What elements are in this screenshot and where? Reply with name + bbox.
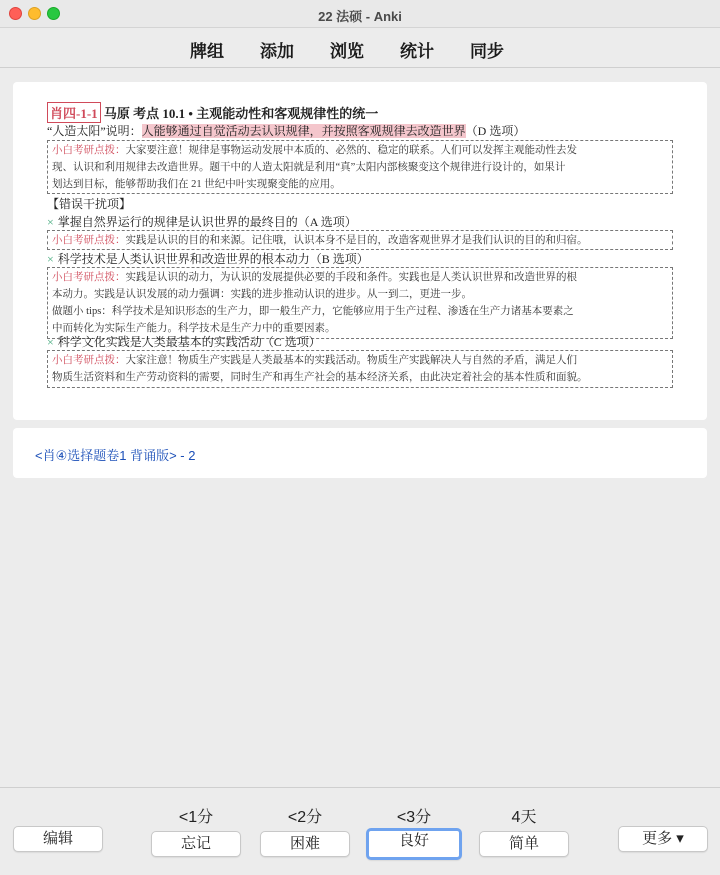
interval-easy: 4天 — [511, 809, 537, 826]
answer-highlight: 人能够通过自觉活动去认识规律，并按照客观规律去改造世界 — [141, 124, 466, 138]
option-b: × 科学技术是人类认识世界和改造世界的根本动力（B 选项） — [47, 252, 369, 266]
wrong-mark-icon: × — [47, 252, 54, 266]
distractor-header: 【错误干扰项】 — [47, 197, 132, 211]
wrong-mark-icon: × — [47, 335, 54, 349]
interval-hard: <2分 — [287, 809, 323, 826]
window-title: 22 法硕 - Anki — [318, 9, 402, 24]
toolbar-sync[interactable]: 同步 — [470, 42, 504, 61]
card-content-panel — [13, 82, 707, 420]
wrong-mark-icon: × — [47, 215, 54, 229]
question-stem: “人造太阳”说明：人能够通过自觉活动去认识规律，并按照客观规律去改造世界（D 选项） — [47, 124, 526, 138]
tip-box-c: 小白考研点拨：大家注意！物质生产实践是人类最基本的实践活动。物质生产实践解决人与自然的矛盾，满足人们 物质生活资料和生产劳动资料的需要，同时生产和再生产社会的基本经济关系，由此决定着社会的基本性质和面貌。 — [47, 350, 673, 388]
answer-bar — [0, 787, 720, 875]
toolbar-decks[interactable]: 牌组 — [190, 42, 224, 61]
again-button[interactable]: 忘记 — [151, 831, 241, 857]
toolbar-stats[interactable]: 统计 — [400, 42, 434, 61]
card-code-badge: 肖四-1-1 — [47, 102, 101, 123]
title-bar — [0, 0, 720, 28]
tag-panel — [13, 428, 707, 478]
toolbar-browse[interactable]: 浏览 — [330, 42, 364, 61]
hard-button[interactable]: 困难 — [260, 831, 350, 857]
tip-box-b: 小白考研点拨：实践是认识的动力，为认识的发展提供必要的手段和条件。实践也是人类认识世界和改造世界的根 本动力。实践是认识发展的动力强调：实践的进步推动认识的进步。从一到二，更进一步。 做题小 tips：科学技术是知识形态的生产力，即一般生产力，它能够应用于生产过程、渗透在生产力诸基本要素之 中而转化为实际生产能力。科学技术是生产力中的重要因素。 — [47, 267, 673, 339]
edit-button[interactable]: 编辑 — [13, 826, 103, 852]
card-note-image — [47, 102, 673, 392]
main-toolbar — [0, 28, 720, 68]
tip-box-a: 小白考研点拨：实践是认识的目的和来源。记住哦，认识本身不是目的，改造客观世界才是我们认识的目的和归宿。 — [47, 230, 673, 250]
option-c: × 科学文化实践是人类最基本的实践活动（C 选项） — [47, 335, 321, 349]
toolbar-add[interactable]: 添加 — [260, 42, 294, 61]
good-button[interactable]: 良好 — [366, 828, 462, 860]
more-button[interactable]: 更多 ▾ — [618, 826, 708, 852]
deck-tag-label: <肖④选择题卷1 背诵版> - 2 — [35, 448, 196, 463]
interval-good: <3分 — [396, 809, 432, 826]
card-topic: 马原 考点 10.1 • 主观能动性和客观规律性的统一 — [103, 106, 379, 121]
tip-box-main: 小白考研点拨：大家要注意！规律是事物运动发展中本质的、必然的、稳定的联系。人们可以发挥主观能动性去发 现、认识和利用规律去改造世界。题干中的人造太阳就是利用“真”太阳内部核聚变这个规律进行设计的，如果计 划达到目标，能够帮助我们在 21 世纪中叶实现聚变能的应用。 — [47, 140, 673, 194]
interval-again: <1分 — [178, 809, 214, 826]
easy-button[interactable]: 简单 — [479, 831, 569, 857]
card-header — [47, 102, 378, 123]
option-a: × 掌握自然界运行的规律是认识世界的最终目的（A 选项） — [47, 215, 357, 229]
